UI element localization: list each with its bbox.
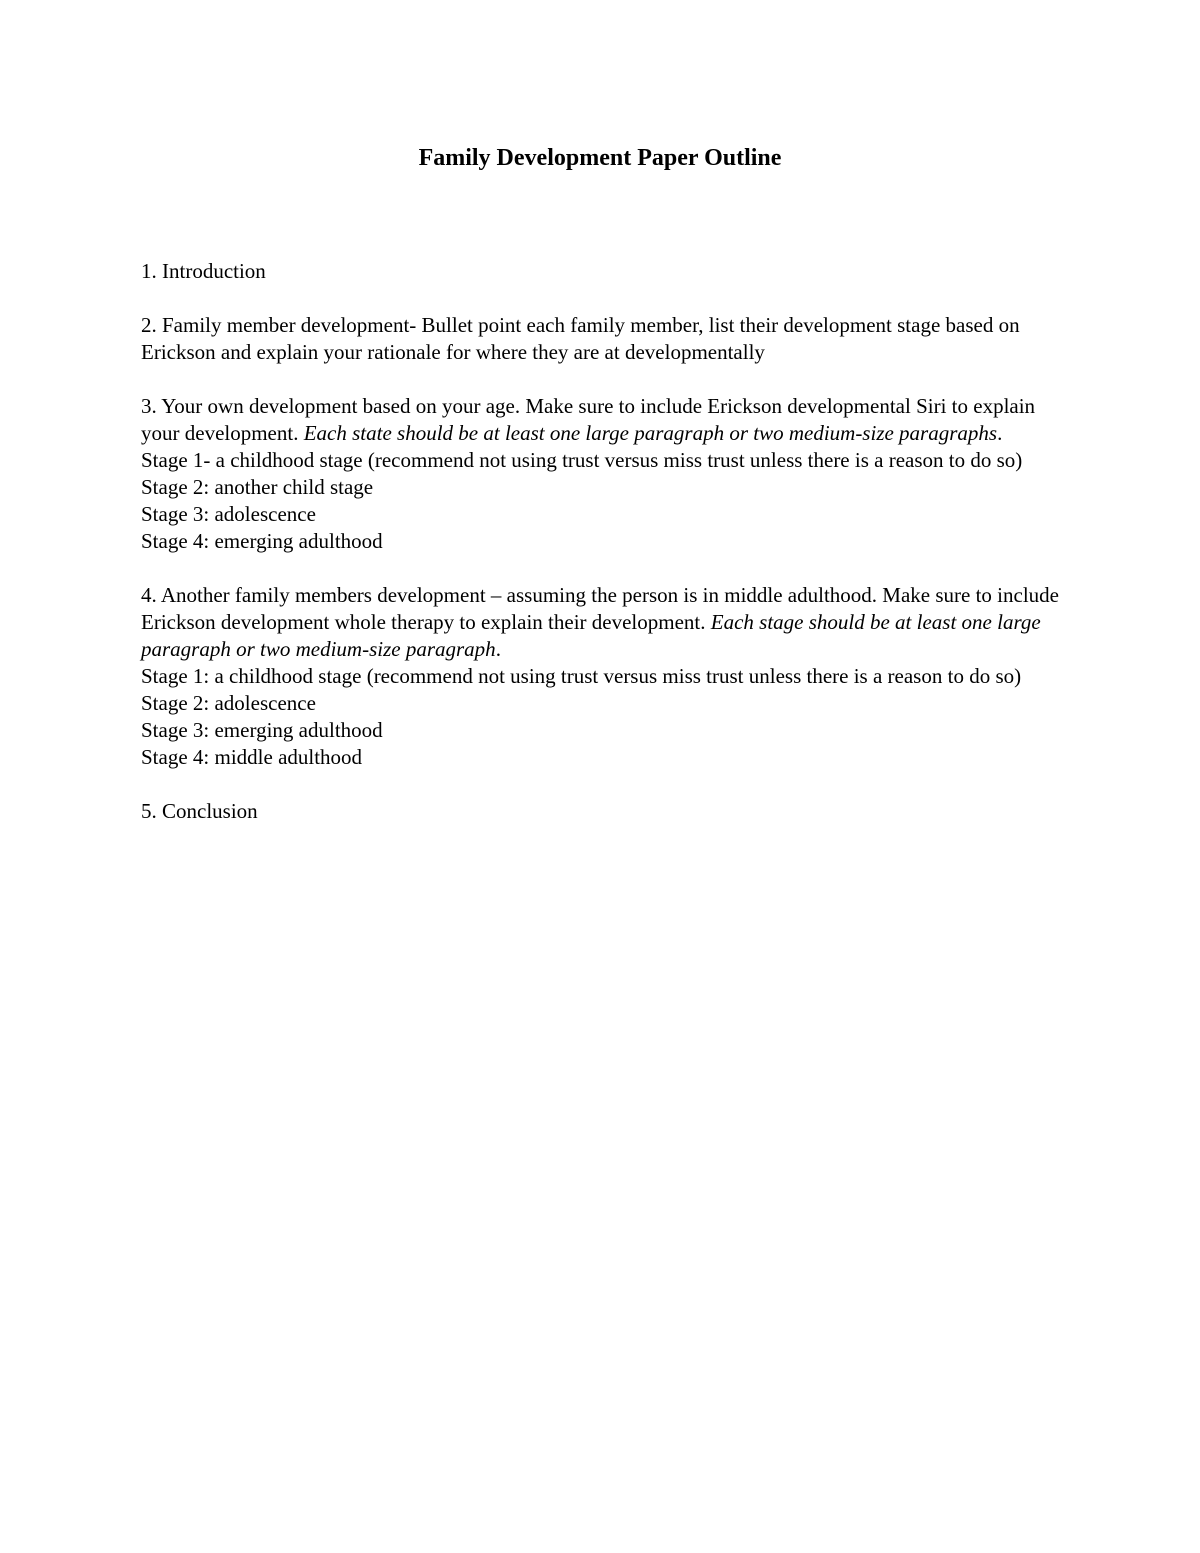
other-development-text: 4. Another family members development – assuming the person is in middle adulthood. Make sure to include Erickson development whole therapy to explain their development. [141,583,1059,634]
own-development-emphasis: Each state should be at least one large paragraph or two medium-size paragraphs [303,421,998,445]
own-stage-4: Stage 4: emerging adulthood [141,529,383,553]
document-body [141,258,1061,825]
outline-item-family-member-development: 2. Family member development- Bullet point each family member, list their development stage based on Erickson and explain your rationale for where they are at developmentally [141,313,1020,364]
other-stage-3: Stage 3: emerging adulthood [141,718,383,742]
own-development-period: . [997,421,1003,445]
own-development-text: 3. Your own development based on your age. Make sure to include Erickson developmental Siri to explain your development. [141,394,1036,445]
own-stage-1: Stage 1- a childhood stage (recommend not using trust versus miss trust unless there is a reason to do so) [141,448,1023,472]
outline-item-introduction: 1. Introduction [141,259,266,283]
outline-item-other-member-development [141,582,1061,663]
outline-item-own-development [141,393,1061,447]
document-title: Family Development Paper Outline [418,145,782,171]
other-development-emphasis: Each stage should be at least one large paragraph or two medium-size paragraph [141,610,1041,661]
other-stage-2: Stage 2: adolescence [141,691,316,715]
outline-item-conclusion: 5. Conclusion [141,799,258,823]
own-stage-2: Stage 2: another child stage [141,475,374,499]
other-stage-1: Stage 1: a childhood stage (recommend not using trust versus miss trust unless there is a reason to do so) [141,664,1022,688]
own-stage-3: Stage 3: adolescence [141,502,316,526]
other-development-period: . [495,637,501,661]
other-stage-4: Stage 4: middle adulthood [141,745,363,769]
